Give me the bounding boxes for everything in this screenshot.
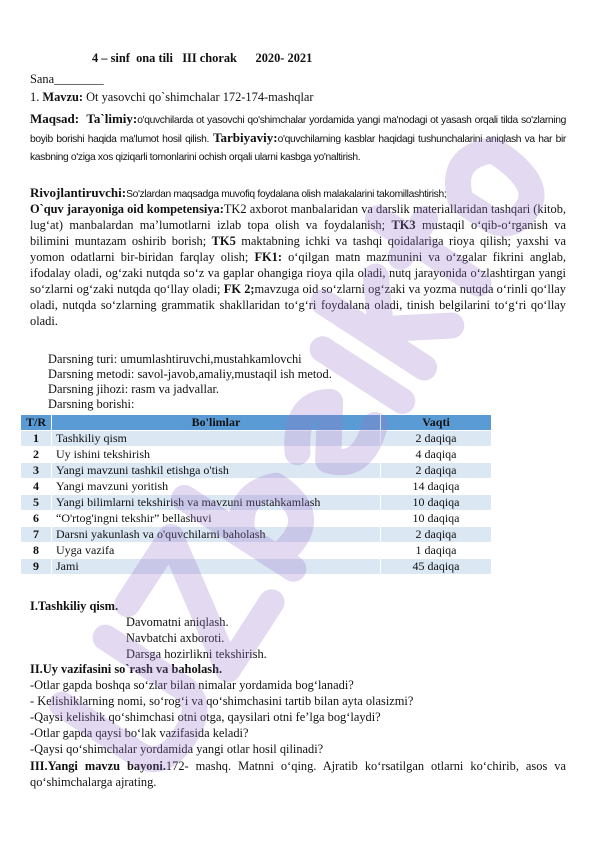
competence-fk1-label: FK1: <box>254 250 282 264</box>
lesson-type: Darsning turi: umumlashtiruvchi,mustahkamlovchi <box>48 352 302 366</box>
table-body <box>21 431 492 575</box>
row-time: 10 daqiqa <box>381 511 492 527</box>
table-row <box>21 447 492 463</box>
row-section: Tashkiliy qism <box>52 431 381 447</box>
table-row <box>21 463 492 479</box>
section2-question: -Otlar gapda boshqa so‘zlar bilan nimalar yordamida bog‘lanadi? <box>30 678 354 692</box>
row-time: 45 daqiqa <box>381 559 492 575</box>
section1-item: Navbatchi axboroti. <box>126 631 225 645</box>
row-number: 7 <box>21 527 52 543</box>
row-section: Darsni yakunlash va o'quvchilarni baholash <box>52 527 381 543</box>
section2-question: -Qaysi qo‘shimchalar yordamida yangi otlar hosil qilinadi? <box>30 742 324 756</box>
competence-tk3: mustaqil o‘qib-o‘rganish va bilimini muntazam oshirib borish; <box>30 218 566 248</box>
lesson-plan-table <box>20 414 492 575</box>
date-line: Sana________ <box>30 72 104 86</box>
row-section: Uyga vazifa <box>52 543 381 559</box>
competence-label: O`quv jarayoniga oid kompetensiya: <box>30 202 224 216</box>
row-section: Jami <box>52 559 381 575</box>
lesson-progress: Darsning borishi: <box>48 397 135 411</box>
row-time: 2 daqiqa <box>381 431 492 447</box>
section1-title: I.Tashkiliy qism. <box>30 599 119 613</box>
competence-fk2: mavzuga oid so‘zlarni og‘zaki va yozma nutqda o‘rinli qo‘llay oladi, nutqda so‘zlarning grammatik shakllaridan to‘g‘ri foydalana oladi, tinish belgilarini to‘g‘ri qo‘llay oladi. <box>30 282 566 328</box>
table-row <box>21 431 492 447</box>
col-header-sections: Bo'limlar <box>52 415 381 431</box>
section3-paragraph <box>30 758 566 790</box>
table-row <box>21 543 492 559</box>
competence-tk5-label: TK5 <box>211 234 236 248</box>
topic-line <box>30 90 314 105</box>
competence-fk1: o‘qilgan matn mazmunini va o‘zgalar fikrini anglab, ifodalay oladi, og‘zaki nutqda so‘z va gaplar ohangiga rioya qila oladi, nutq jarayonida o‘zlashtirgan yangi so‘zlarni og‘zaki nutqda qo‘llay oladi; <box>30 250 566 296</box>
goal-label: Maqsad: <box>30 111 80 126</box>
educational-text: o'quvchilarda ot yasovchi qo'shimchalar yordamida yangi ma'nodagi ot yasash orqali tilda so'zlarning boyib borishi haqida ma'lumot hosil qilish. <box>30 115 566 145</box>
lesson-equipment: Darsning jihozi: rasm va jadvallar. <box>48 382 220 396</box>
section1-item: Davomatni aniqlash. <box>126 615 229 629</box>
row-section: Yangi mavzuni yoritish <box>52 479 381 495</box>
watermark-stroke <box>323 349 403 401</box>
document-header: 4 – sinf ona tili III chorak 2020- 2021 <box>92 51 313 65</box>
competence-tk3-label: TK3 <box>391 218 416 232</box>
educational-label: Ta`limiy: <box>86 111 138 126</box>
topic-number: 1. <box>30 90 40 104</box>
section2-title: II.Uy vazifasini so`rash va baholash. <box>30 662 223 676</box>
table-row <box>21 495 492 511</box>
section2-question: -Qaysi kelishik qo‘shimchasi otni otga, qaysilari otni fe’lga bog‘laydi? <box>30 710 381 724</box>
row-time: 10 daqiqa <box>381 495 492 511</box>
upbringing-text: o'quvchilarning kasblar haqidagi tushunchalarini aniqlash va har bir kasbning o'ziga xos qiziqarli tomonlarini ochish orqali ularni kasbga yo'naltirish. <box>30 134 566 163</box>
competence-tk5: maktabning ichki va tashqi qoidalariga rioya qilish; yaxshi va yomon odatlarni bir-biridan farqlay olish; <box>30 234 566 264</box>
section1-item: Darsga hozirlikni tekshirish. <box>126 647 267 661</box>
row-number: 8 <box>21 543 52 559</box>
table-row <box>21 479 492 495</box>
table-row <box>21 511 492 527</box>
row-time: 4 daqiqa <box>381 447 492 463</box>
row-time: 2 daqiqa <box>381 463 492 479</box>
col-header-number: T/R <box>21 415 52 431</box>
competence-tk2: TK2 axborot manbalaridan va darslik materiallaridan tashqari (kitob, lug‘at) manbalardan ma’lumotlarni izlab topa olish va foydalanish; <box>30 202 566 232</box>
row-number: 4 <box>21 479 52 495</box>
competence-fk2-label: FK 2; <box>223 282 255 296</box>
row-time: 14 daqiqa <box>381 479 492 495</box>
row-section: Yangi bilimlarni tekshirish va mavzuni mustahkamlash <box>52 495 381 511</box>
col-header-time: Vaqti <box>381 415 492 431</box>
table-row <box>21 527 492 543</box>
row-section: “O'rtog'ingni tekshir” bellashuvi <box>52 511 381 527</box>
row-section: Yangi mavzuni tashkil etishga o'tish <box>52 463 381 479</box>
section3-text: 172- mashq. Matnni o‘qing. Ajratib ko‘rsatilgan otlarni ko‘chirib, asos va qo‘shimchalarga ajrating. <box>30 759 566 789</box>
section3-title: III.Yangi mavzu bayoni. <box>30 759 166 773</box>
row-time: 1 daqiqa <box>381 543 492 559</box>
lesson-method: Darsning metodi: savol-javob,amaliy,mustaqil ish metod. <box>48 367 332 381</box>
section2-question: - Kelishiklarning nomi, so‘rog‘i va qo‘shimchasini tartib bilan ayta olasizmi? <box>30 694 414 708</box>
table-header-row <box>21 415 492 431</box>
row-number: 2 <box>21 447 52 463</box>
developmental-line <box>30 185 446 202</box>
row-number: 5 <box>21 495 52 511</box>
table-row <box>21 559 492 575</box>
developmental-label: Rivojlantiruvchi: <box>30 185 127 200</box>
topic-text: Ot yasovchi qo`shimchalar 172-174-mashqlar <box>83 90 314 104</box>
row-time: 2 daqiqa <box>381 527 492 543</box>
competence-paragraph <box>30 201 566 329</box>
row-number: 3 <box>21 463 52 479</box>
row-number: 1 <box>21 431 52 447</box>
section2-question: -Otlar gapda qaysi bo‘lak vazifasida keladi? <box>30 726 249 740</box>
topic-label: Mavzu: <box>42 90 84 104</box>
upbringing-label: Tarbiyaviy: <box>213 130 278 145</box>
developmental-text: So'zlardan maqsadga muvofiq foydalana olish malakalarini takomillashtirish; <box>126 189 447 200</box>
goal-paragraph <box>30 110 566 166</box>
row-number: 9 <box>21 559 52 575</box>
row-section: Uy ishini tekshirish <box>52 447 381 463</box>
row-number: 6 <box>21 511 52 527</box>
